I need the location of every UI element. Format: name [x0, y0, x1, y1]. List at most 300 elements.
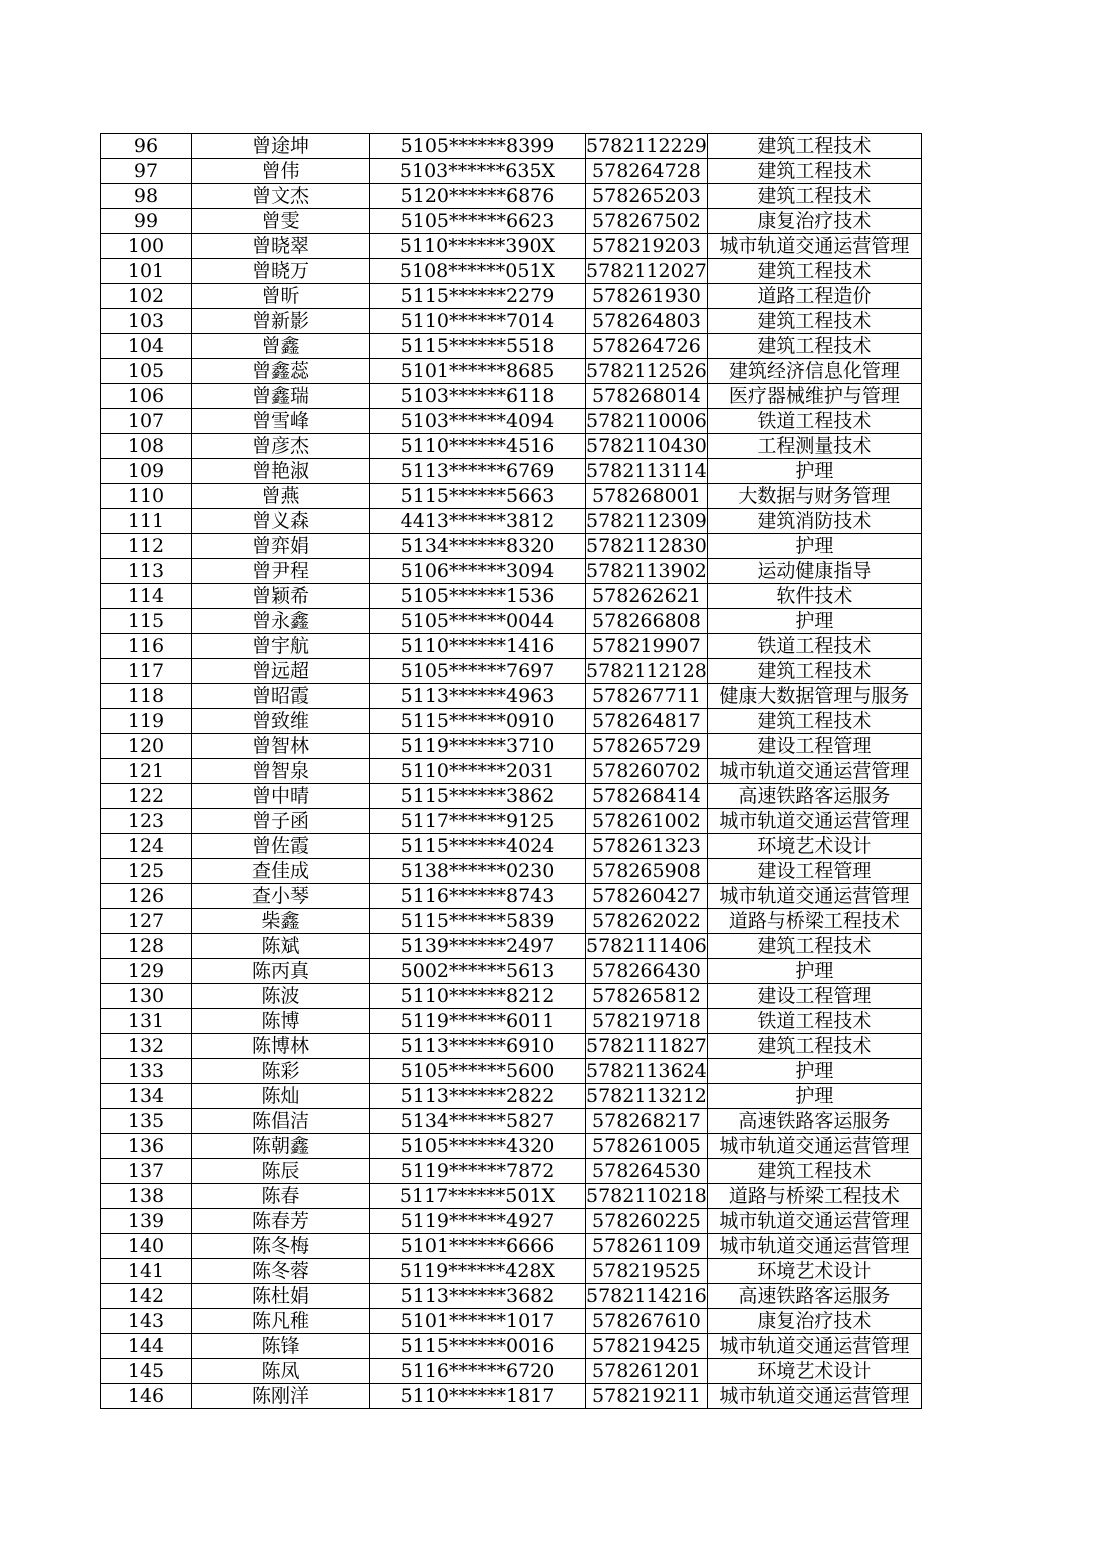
exam-number-cell: 578219425: [586, 1334, 708, 1359]
id-number-cell: 5110******7014: [370, 309, 586, 334]
id-number-cell: 5105******6623: [370, 209, 586, 234]
exam-number-cell: 578267610: [586, 1309, 708, 1334]
major-cell: 建筑工程技术: [707, 1034, 921, 1059]
exam-number-cell: 5782110218: [586, 1185, 707, 1207]
major-cell: 护理: [707, 1059, 921, 1084]
row-number-cell: 143: [101, 1309, 192, 1334]
table-row: [101, 684, 922, 709]
major-cell: 城市轨道交通运营管理: [707, 1334, 921, 1359]
exam-number-cell: 578267502: [586, 209, 708, 234]
exam-number-cell: 578260427: [586, 884, 708, 909]
major-cell: 城市轨道交通运营管理: [707, 809, 921, 834]
table-row: [101, 1109, 922, 1134]
major-cell: 护理: [707, 1084, 921, 1109]
row-number-cell: 119: [101, 709, 192, 734]
exam-number-cell: 5782112229: [586, 135, 707, 157]
table-row: [101, 1359, 922, 1384]
name-cell: 柴鑫: [192, 909, 370, 934]
id-number-cell: 5105******5600: [370, 1059, 586, 1084]
exam-number-cell: 578268217: [586, 1109, 708, 1134]
row-number-cell: 107: [101, 409, 192, 434]
exam-number-cell: 578265203: [586, 184, 708, 209]
major-cell: 道路与桥梁工程技术: [707, 1184, 921, 1209]
name-cell: 曾子函: [192, 809, 370, 834]
row-number-cell: 129: [101, 959, 192, 984]
table-row: [101, 884, 922, 909]
row-number-cell: 123: [101, 809, 192, 834]
row-number-cell: 115: [101, 609, 192, 634]
row-number-cell: 100: [101, 234, 192, 259]
id-number-cell: 5106******3094: [370, 559, 586, 584]
major-cell: 建筑工程技术: [707, 1159, 921, 1184]
name-cell: 曾智泉: [192, 759, 370, 784]
name-cell: 曾远超: [192, 659, 370, 684]
id-number-cell: 5113******6769: [370, 459, 586, 484]
id-number-cell: 5113******6910: [370, 1034, 586, 1059]
table-row: [101, 459, 922, 484]
row-number-cell: 113: [101, 559, 192, 584]
exam-number-cell: 5782113114: [586, 460, 707, 482]
name-cell: 陈倡洁: [192, 1109, 370, 1134]
name-cell: 曾晓万: [192, 259, 370, 284]
row-number-cell: 130: [101, 984, 192, 1009]
row-number-cell: 131: [101, 1009, 192, 1034]
name-cell: 曾鑫: [192, 334, 370, 359]
name-cell: 曾途坤: [192, 134, 370, 159]
name-cell: 曾永鑫: [192, 609, 370, 634]
table-row: [101, 1234, 922, 1259]
table-row: [101, 209, 922, 234]
major-cell: 道路工程造价: [707, 284, 921, 309]
major-cell: 高速铁路客运服务: [707, 1284, 921, 1309]
row-number-cell: 142: [101, 1284, 192, 1309]
row-number-cell: 138: [101, 1184, 192, 1209]
table-row: [101, 584, 922, 609]
table-row: [101, 1134, 922, 1159]
major-cell: 护理: [707, 609, 921, 634]
id-number-cell: 5103******6118: [370, 384, 586, 409]
major-cell: 城市轨道交通运营管理: [707, 1234, 921, 1259]
exam-number-cell: 578264817: [586, 709, 708, 734]
major-cell: 环境艺术设计: [707, 1359, 921, 1384]
row-number-cell: 137: [101, 1159, 192, 1184]
table-row: [101, 959, 922, 984]
id-number-cell: 5119******4927: [370, 1209, 586, 1234]
exam-number-cell: 578266430: [586, 959, 708, 984]
table-row: [101, 384, 922, 409]
name-cell: 陈彩: [192, 1059, 370, 1084]
table-row: [101, 1159, 922, 1184]
row-number-cell: 96: [101, 134, 192, 159]
id-number-cell: 5103******4094: [370, 409, 586, 434]
name-cell: 曾新影: [192, 309, 370, 334]
row-number-cell: 134: [101, 1084, 192, 1109]
major-cell: 建筑工程技术: [707, 659, 921, 684]
major-cell: 环境艺术设计: [707, 1259, 921, 1284]
id-number-cell: 5113******2822: [370, 1084, 586, 1109]
row-number-cell: 122: [101, 784, 192, 809]
exam-number-cell: 578264728: [586, 159, 708, 184]
exam-number-cell: 5782112830: [586, 535, 707, 557]
name-cell: 曾致维: [192, 709, 370, 734]
name-cell: 陈刚洋: [192, 1384, 370, 1409]
exam-number-cell: 5782113212: [586, 1085, 707, 1107]
major-cell: 康复治疗技术: [707, 1309, 921, 1334]
table-row: [101, 434, 922, 459]
row-number-cell: 121: [101, 759, 192, 784]
table-row: [101, 334, 922, 359]
exam-number-cell: 5782112128: [586, 660, 707, 682]
table-row: [101, 734, 922, 759]
exam-number-cell: 578261109: [586, 1234, 708, 1259]
id-number-cell: 5113******3682: [370, 1284, 586, 1309]
table-row: [101, 909, 922, 934]
table-row: [101, 159, 922, 184]
row-number-cell: 139: [101, 1209, 192, 1234]
major-cell: 医疗器械维护与管理: [707, 384, 921, 409]
id-number-cell: 5115******4024: [370, 834, 586, 859]
major-cell: 高速铁路客运服务: [707, 1109, 921, 1134]
name-cell: 曾智林: [192, 734, 370, 759]
name-cell: 曾弈娟: [192, 534, 370, 559]
exam-number-cell: 5782114216: [586, 1285, 707, 1307]
id-number-cell: 5115******5518: [370, 334, 586, 359]
exam-number-cell: 578219211: [586, 1384, 708, 1409]
major-cell: 康复治疗技术: [707, 209, 921, 234]
exam-number-cell: 5782111827: [586, 1035, 707, 1057]
name-cell: 曾文杰: [192, 184, 370, 209]
name-cell: 曾中晴: [192, 784, 370, 809]
major-cell: 工程测量技术: [707, 434, 921, 459]
row-number-cell: 136: [101, 1134, 192, 1159]
table-row: [101, 534, 922, 559]
name-cell: 曾鑫瑞: [192, 384, 370, 409]
table-row: [101, 359, 922, 384]
table-row: [101, 409, 922, 434]
id-number-cell: 5110******390X: [370, 234, 586, 259]
major-cell: 护理: [707, 534, 921, 559]
name-cell: 陈春: [192, 1184, 370, 1209]
exam-number-cell: 578265812: [586, 984, 708, 1009]
row-number-cell: 110: [101, 484, 192, 509]
row-number-cell: 114: [101, 584, 192, 609]
major-cell: 运动健康指导: [707, 559, 921, 584]
name-cell: 曾宇航: [192, 634, 370, 659]
id-number-cell: 5002******5613: [370, 959, 586, 984]
table-row: [101, 1059, 922, 1084]
major-cell: 城市轨道交通运营管理: [707, 234, 921, 259]
row-number-cell: 146: [101, 1384, 192, 1409]
row-number-cell: 145: [101, 1359, 192, 1384]
exam-number-cell: 578264530: [586, 1159, 708, 1184]
table-row: [101, 609, 922, 634]
major-cell: 软件技术: [707, 584, 921, 609]
exam-number-cell: 578264726: [586, 334, 708, 359]
id-number-cell: 5119******428X: [370, 1259, 586, 1284]
name-cell: 陈辰: [192, 1159, 370, 1184]
id-number-cell: 4413******3812: [370, 509, 586, 534]
exam-number-cell: 578268414: [586, 784, 708, 809]
id-number-cell: 5117******9125: [370, 809, 586, 834]
name-cell: 陈锋: [192, 1334, 370, 1359]
exam-number-cell: 578264803: [586, 309, 708, 334]
id-number-cell: 5116******8743: [370, 884, 586, 909]
major-cell: 建筑工程技术: [707, 709, 921, 734]
table-row: [101, 1334, 922, 1359]
id-number-cell: 5116******6720: [370, 1359, 586, 1384]
major-cell: 建筑消防技术: [707, 509, 921, 534]
id-number-cell: 5119******7872: [370, 1159, 586, 1184]
name-cell: 曾昕: [192, 284, 370, 309]
major-cell: 城市轨道交通运营管理: [707, 759, 921, 784]
row-number-cell: 132: [101, 1034, 192, 1059]
name-cell: 曾雯: [192, 209, 370, 234]
major-cell: 建筑工程技术: [707, 309, 921, 334]
exam-number-cell: 578261323: [586, 834, 708, 859]
row-number-cell: 111: [101, 509, 192, 534]
exam-number-cell: 578261002: [586, 809, 708, 834]
major-cell: 城市轨道交通运营管理: [707, 1384, 921, 1409]
exam-number-cell: 5782113902: [586, 560, 707, 582]
major-cell: 建筑工程技术: [707, 334, 921, 359]
name-cell: 查佳成: [192, 859, 370, 884]
id-number-cell: 5101******1017: [370, 1309, 586, 1334]
major-cell: 建设工程管理: [707, 859, 921, 884]
table-row: [101, 1284, 922, 1309]
table-row: [101, 259, 922, 284]
major-cell: 城市轨道交通运营管理: [707, 1134, 921, 1159]
row-number-cell: 141: [101, 1259, 192, 1284]
row-number-cell: 112: [101, 534, 192, 559]
row-number-cell: 118: [101, 684, 192, 709]
id-number-cell: 5115******5663: [370, 484, 586, 509]
major-cell: 建筑工程技术: [707, 259, 921, 284]
table-row: [101, 659, 922, 684]
row-number-cell: 101: [101, 259, 192, 284]
name-cell: 陈博: [192, 1009, 370, 1034]
table-row: [101, 234, 922, 259]
name-cell: 陈波: [192, 984, 370, 1009]
id-number-cell: 5115******3862: [370, 784, 586, 809]
id-number-cell: 5110******1416: [370, 634, 586, 659]
id-number-cell: 5105******1536: [370, 584, 586, 609]
name-cell: 陈斌: [192, 934, 370, 959]
id-number-cell: 5113******4963: [370, 684, 586, 709]
exam-number-cell: 578266808: [586, 609, 708, 634]
table-row: [101, 509, 922, 534]
row-number-cell: 105: [101, 359, 192, 384]
id-number-cell: 5115******2279: [370, 284, 586, 309]
table-row: [101, 1209, 922, 1234]
name-cell: 曾艳淑: [192, 459, 370, 484]
row-number-cell: 102: [101, 284, 192, 309]
major-cell: 建设工程管理: [707, 734, 921, 759]
table-row: [101, 484, 922, 509]
id-number-cell: 5115******0016: [370, 1334, 586, 1359]
exam-number-cell: 578261005: [586, 1134, 708, 1159]
id-number-cell: 5101******8685: [370, 359, 586, 384]
table-row: [101, 284, 922, 309]
id-number-cell: 5110******4516: [370, 434, 586, 459]
exam-number-cell: 578219718: [586, 1009, 708, 1034]
major-cell: 铁道工程技术: [707, 409, 921, 434]
table-row: [101, 1184, 922, 1209]
exam-number-cell: 578219907: [586, 634, 708, 659]
id-number-cell: 5119******3710: [370, 734, 586, 759]
major-cell: 铁道工程技术: [707, 634, 921, 659]
exam-number-cell: 578261201: [586, 1359, 708, 1384]
row-number-cell: 124: [101, 834, 192, 859]
exam-number-cell: 578260702: [586, 759, 708, 784]
row-number-cell: 97: [101, 159, 192, 184]
row-number-cell: 108: [101, 434, 192, 459]
exam-number-cell: 578262022: [586, 909, 708, 934]
name-cell: 曾昭霞: [192, 684, 370, 709]
name-cell: 曾晓翠: [192, 234, 370, 259]
name-cell: 曾雪峰: [192, 409, 370, 434]
id-number-cell: 5105******8399: [370, 134, 586, 159]
table-row: [101, 559, 922, 584]
exam-number-cell: 578261930: [586, 284, 708, 309]
table-row: [101, 309, 922, 334]
major-cell: 建筑工程技术: [707, 934, 921, 959]
table-row: [101, 784, 922, 809]
major-cell: 建筑工程技术: [707, 159, 921, 184]
id-number-cell: 5103******635X: [370, 159, 586, 184]
table-row: [101, 834, 922, 859]
name-cell: 陈凤: [192, 1359, 370, 1384]
name-cell: 陈丙真: [192, 959, 370, 984]
name-cell: 曾鑫蕊: [192, 359, 370, 384]
exam-number-cell: 578268001: [586, 484, 708, 509]
exam-number-cell: 578265908: [586, 859, 708, 884]
table-row: [101, 934, 922, 959]
id-number-cell: 5108******051X: [370, 259, 586, 284]
table-row: [101, 859, 922, 884]
table-row: [101, 1009, 922, 1034]
row-number-cell: 109: [101, 459, 192, 484]
row-number-cell: 140: [101, 1234, 192, 1259]
row-number-cell: 104: [101, 334, 192, 359]
table-row: [101, 1259, 922, 1284]
table-row: [101, 1034, 922, 1059]
name-cell: 曾佐霞: [192, 834, 370, 859]
name-cell: 陈冬蓉: [192, 1259, 370, 1284]
major-cell: 城市轨道交通运营管理: [707, 884, 921, 909]
name-cell: 陈冬梅: [192, 1234, 370, 1259]
name-cell: 曾伟: [192, 159, 370, 184]
name-cell: 曾尹程: [192, 559, 370, 584]
id-number-cell: 5138******0230: [370, 859, 586, 884]
table-row: [101, 184, 922, 209]
name-cell: 陈杜娟: [192, 1284, 370, 1309]
exam-number-cell: 578262621: [586, 584, 708, 609]
table-row: [101, 709, 922, 734]
name-cell: 曾义森: [192, 509, 370, 534]
table-row: [101, 759, 922, 784]
major-cell: 铁道工程技术: [707, 1009, 921, 1034]
student-list-table: [100, 133, 922, 1409]
id-number-cell: 5105******0044: [370, 609, 586, 634]
name-cell: 陈朝鑫: [192, 1134, 370, 1159]
exam-number-cell: 578268014: [586, 384, 708, 409]
name-cell: 查小琴: [192, 884, 370, 909]
exam-number-cell: 578265729: [586, 734, 708, 759]
row-number-cell: 128: [101, 934, 192, 959]
table-row: [101, 634, 922, 659]
id-number-cell: 5110******1817: [370, 1384, 586, 1409]
exam-number-cell: 5782112027: [586, 260, 707, 282]
exam-number-cell: 5782112526: [586, 360, 707, 382]
name-cell: 陈灿: [192, 1084, 370, 1109]
major-cell: 建筑工程技术: [707, 134, 921, 159]
id-number-cell: 5134******5827: [370, 1109, 586, 1134]
major-cell: 高速铁路客运服务: [707, 784, 921, 809]
id-number-cell: 5110******8212: [370, 984, 586, 1009]
id-number-cell: 5105******7697: [370, 659, 586, 684]
name-cell: 曾颖希: [192, 584, 370, 609]
row-number-cell: 98: [101, 184, 192, 209]
major-cell: 建筑经济信息化管理: [707, 359, 921, 384]
exam-number-cell: 578260225: [586, 1209, 708, 1234]
major-cell: 道路与桥梁工程技术: [707, 909, 921, 934]
major-cell: 环境艺术设计: [707, 834, 921, 859]
name-cell: 曾燕: [192, 484, 370, 509]
id-number-cell: 5139******2497: [370, 934, 586, 959]
row-number-cell: 135: [101, 1109, 192, 1134]
table-row: [101, 984, 922, 1009]
table-row: [101, 809, 922, 834]
exam-number-cell: 5782111406: [586, 935, 707, 957]
table-body: [101, 134, 922, 1409]
table-row: [101, 1084, 922, 1109]
row-number-cell: 126: [101, 884, 192, 909]
exam-number-cell: 5782113624: [586, 1060, 707, 1082]
exam-number-cell: 578219525: [586, 1259, 708, 1284]
major-cell: 建筑工程技术: [707, 184, 921, 209]
id-number-cell: 5120******6876: [370, 184, 586, 209]
exam-number-cell: 5782112309: [586, 510, 707, 532]
row-number-cell: 103: [101, 309, 192, 334]
name-cell: 陈春芳: [192, 1209, 370, 1234]
id-number-cell: 5115******0910: [370, 709, 586, 734]
table-row: [101, 1309, 922, 1334]
id-number-cell: 5117******501X: [370, 1184, 586, 1209]
row-number-cell: 125: [101, 859, 192, 884]
id-number-cell: 5101******6666: [370, 1234, 586, 1259]
name-cell: 陈凡稚: [192, 1309, 370, 1334]
exam-number-cell: 578219203: [586, 234, 708, 259]
exam-number-cell: 5782110430: [586, 435, 707, 457]
table-row: [101, 134, 922, 159]
row-number-cell: 106: [101, 384, 192, 409]
exam-number-cell: 5782110006: [586, 410, 707, 432]
name-cell: 曾彦杰: [192, 434, 370, 459]
id-number-cell: 5110******2031: [370, 759, 586, 784]
id-number-cell: 5134******8320: [370, 534, 586, 559]
row-number-cell: 116: [101, 634, 192, 659]
major-cell: 大数据与财务管理: [707, 484, 921, 509]
exam-number-cell: 578267711: [586, 684, 708, 709]
major-cell: 护理: [707, 459, 921, 484]
table-row: [101, 1384, 922, 1409]
major-cell: 建设工程管理: [707, 984, 921, 1009]
major-cell: 健康大数据管理与服务: [707, 684, 921, 709]
id-number-cell: 5105******4320: [370, 1134, 586, 1159]
id-number-cell: 5115******5839: [370, 909, 586, 934]
row-number-cell: 120: [101, 734, 192, 759]
id-number-cell: 5119******6011: [370, 1009, 586, 1034]
